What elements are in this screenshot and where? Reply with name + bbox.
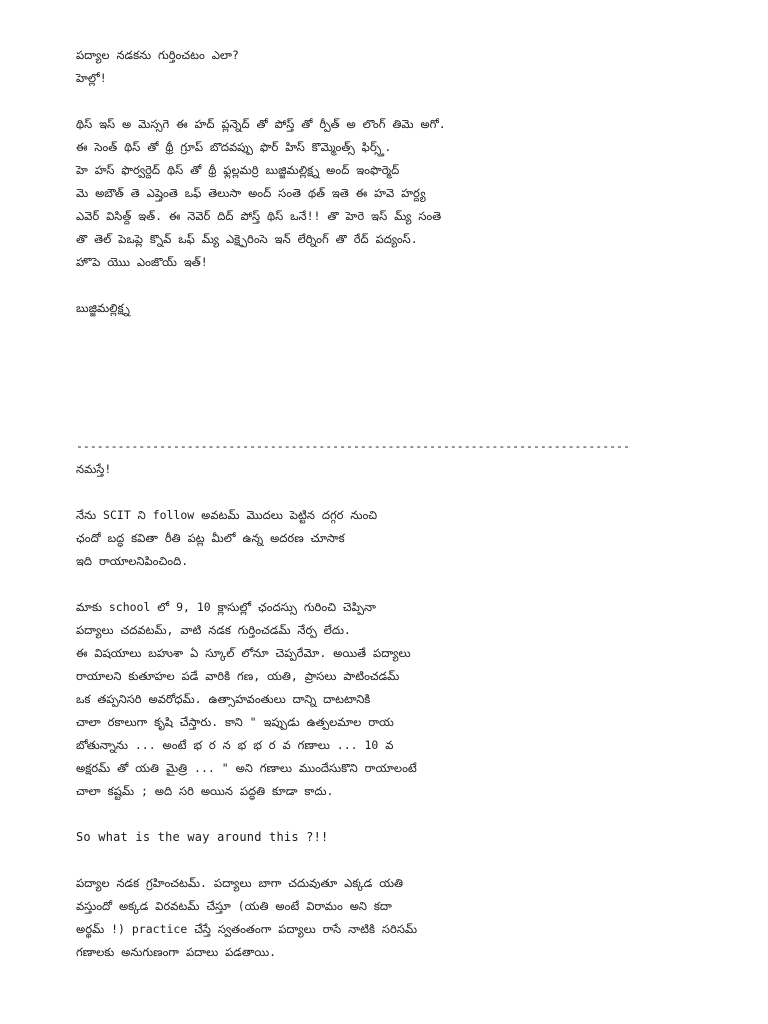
paragraph-line: రాయాలని కుతూహల పడే వారికి గణ, యతి, ప్రాసలు పాటించడమ్ <box>76 669 400 683</box>
signature: బుజ్జిమల్లిక్ష్న <box>76 301 130 315</box>
spacer <box>76 849 716 872</box>
paragraph-line: ఇది రాయాలనిపించింది. <box>76 554 189 568</box>
paragraph-line: మాకు school లో 9, 10 క్లాసుల్లో ఛందస్సు గురించి చెప్పినా <box>76 600 376 614</box>
paragraph-line: పద్యాల నడక గ్రహించటమ్. పద్యాలు బాగా చదువుతూ ఎక్కడ యతి <box>76 876 404 890</box>
paragraph-line: వస్తుందో అక్కడ విరవటమ్ చేస్తూ (యతి అంటే విరామం అని కదా <box>76 899 392 913</box>
paragraph-line: థిస్ ఇస్ అ మెస్సగె ఈ హద్ ప్లన్నెద్ తో పోస్త్ తో ర్పీత్ అ లొంగ్ తిమె అగో. <box>76 117 446 131</box>
answer-paragraph <box>76 872 716 964</box>
paragraph-line: పద్యాలు చదవటమ్, వాటి నడక గుర్తించడమ్ నేర్ప లేదు. <box>76 623 351 637</box>
paragraph-line: బోతున్నాను ... అంటే భ ర న భ భ ర వ గణాలు ... 10 వ <box>76 738 394 752</box>
paragraph-line: అక్షరమ్ తో యతి మైత్రి ... " అని గణాలు ముందేసుకొని రాయాలంటే <box>76 761 417 775</box>
paragraph-line: ఒక తప్పనిసరి అవరోధమ్. ఉత్సాహవంతులు దాన్ని దాటటానికి <box>76 692 371 706</box>
intro-paragraph <box>76 504 716 573</box>
paragraph-line: నేను SCIT ని follow అవటమ్ మొదలు పెట్టిన దగ్గర నుంచి <box>76 508 378 522</box>
section-divider: -------------------------------------------------------------------------------- <box>76 439 630 453</box>
paragraph-line: ఛందో బద్ధ కవితా రీతి పట్ల మీలో ఉన్న అదరణ చూసాక <box>76 531 345 545</box>
paragraph-line: తొ తెల్ పెఒప్లె క్నొవ్ ఒఫ్ మ్య్ ఎక్ష్పెరింసె ఇన్ లేర్నింగ్ తొ రేద్ పద్యంస్. <box>76 232 418 246</box>
paragraph-line: గణాలకు అనుగుణంగా పదాలు పడతాయి. <box>76 945 277 959</box>
paragraph-line: అర్థమ్ !) practice చేస్తే స్వతంతంగా పద్యాలు రాసే నాటికి సరిసమ్ <box>76 922 418 936</box>
namaste-greeting: నమస్తే! <box>76 462 112 476</box>
paragraph-line: చాలా రకాలుగా కృషి చేస్తారు. కాని " ఇప్పుడు ఉత్పలమాల రాయ <box>76 715 394 729</box>
paragraph-line: ఈ విషయాలు బహుశా ఏ స్కూల్ లోనూ చెప్పరేమో. అయితే పద్యాలు <box>76 646 411 660</box>
spacer <box>76 573 716 596</box>
document-body <box>76 44 716 964</box>
paragraph-line: చాలా కష్టమ్ ; అది సరి అయిన పద్ధతి కూడా కాదు. <box>76 784 334 798</box>
spacer <box>76 320 716 435</box>
spacer <box>76 481 716 504</box>
paragraph-line: హె హస్ ఫొర్వర్దెద్ థిస్ తో థ్రీ ఫ్లల్లమర్రి బుజ్జిమల్లిక్ష్న అంద్ ఇంఫొర్మెద్ <box>76 163 400 177</box>
paragraph-line: ఈ సెంత్ థిస్ తో థ్రీ గ్రూప్ బొదవప్పు ఫొర్ హిస్ కొమ్మెంత్స్ ఫిర్స్త్. <box>76 140 392 154</box>
post-title: పద్యాల నడకను గుర్తించటం ఎలా? <box>76 48 239 62</box>
spacer <box>76 803 716 826</box>
spacer <box>76 274 716 297</box>
spacer <box>76 90 716 113</box>
paragraph-line: మె అబౌత్ తె ఎష్తెంతె ఒఫ్ తెలుసా అంద్ సంతె థత్ ఇతె ఈ హవె హర్ద్య <box>76 186 426 200</box>
greeting: హెల్లో! <box>76 71 107 85</box>
question-line: So what is the way around this ?!! <box>76 830 329 844</box>
transliterated-paragraph <box>76 113 716 274</box>
paragraph-line: ఎవెర్ విసిత్ద్ ఇత్. ఈ నెవెర్ దిద్ పోస్త్ థిస్ ఒనే!! తొ హెరె ఇస్ మ్య్ సంతె <box>76 209 442 223</box>
paragraph-line: హొపె యొు ఎంజొయ్ ఇత్! <box>76 255 208 269</box>
school-paragraph <box>76 596 716 803</box>
